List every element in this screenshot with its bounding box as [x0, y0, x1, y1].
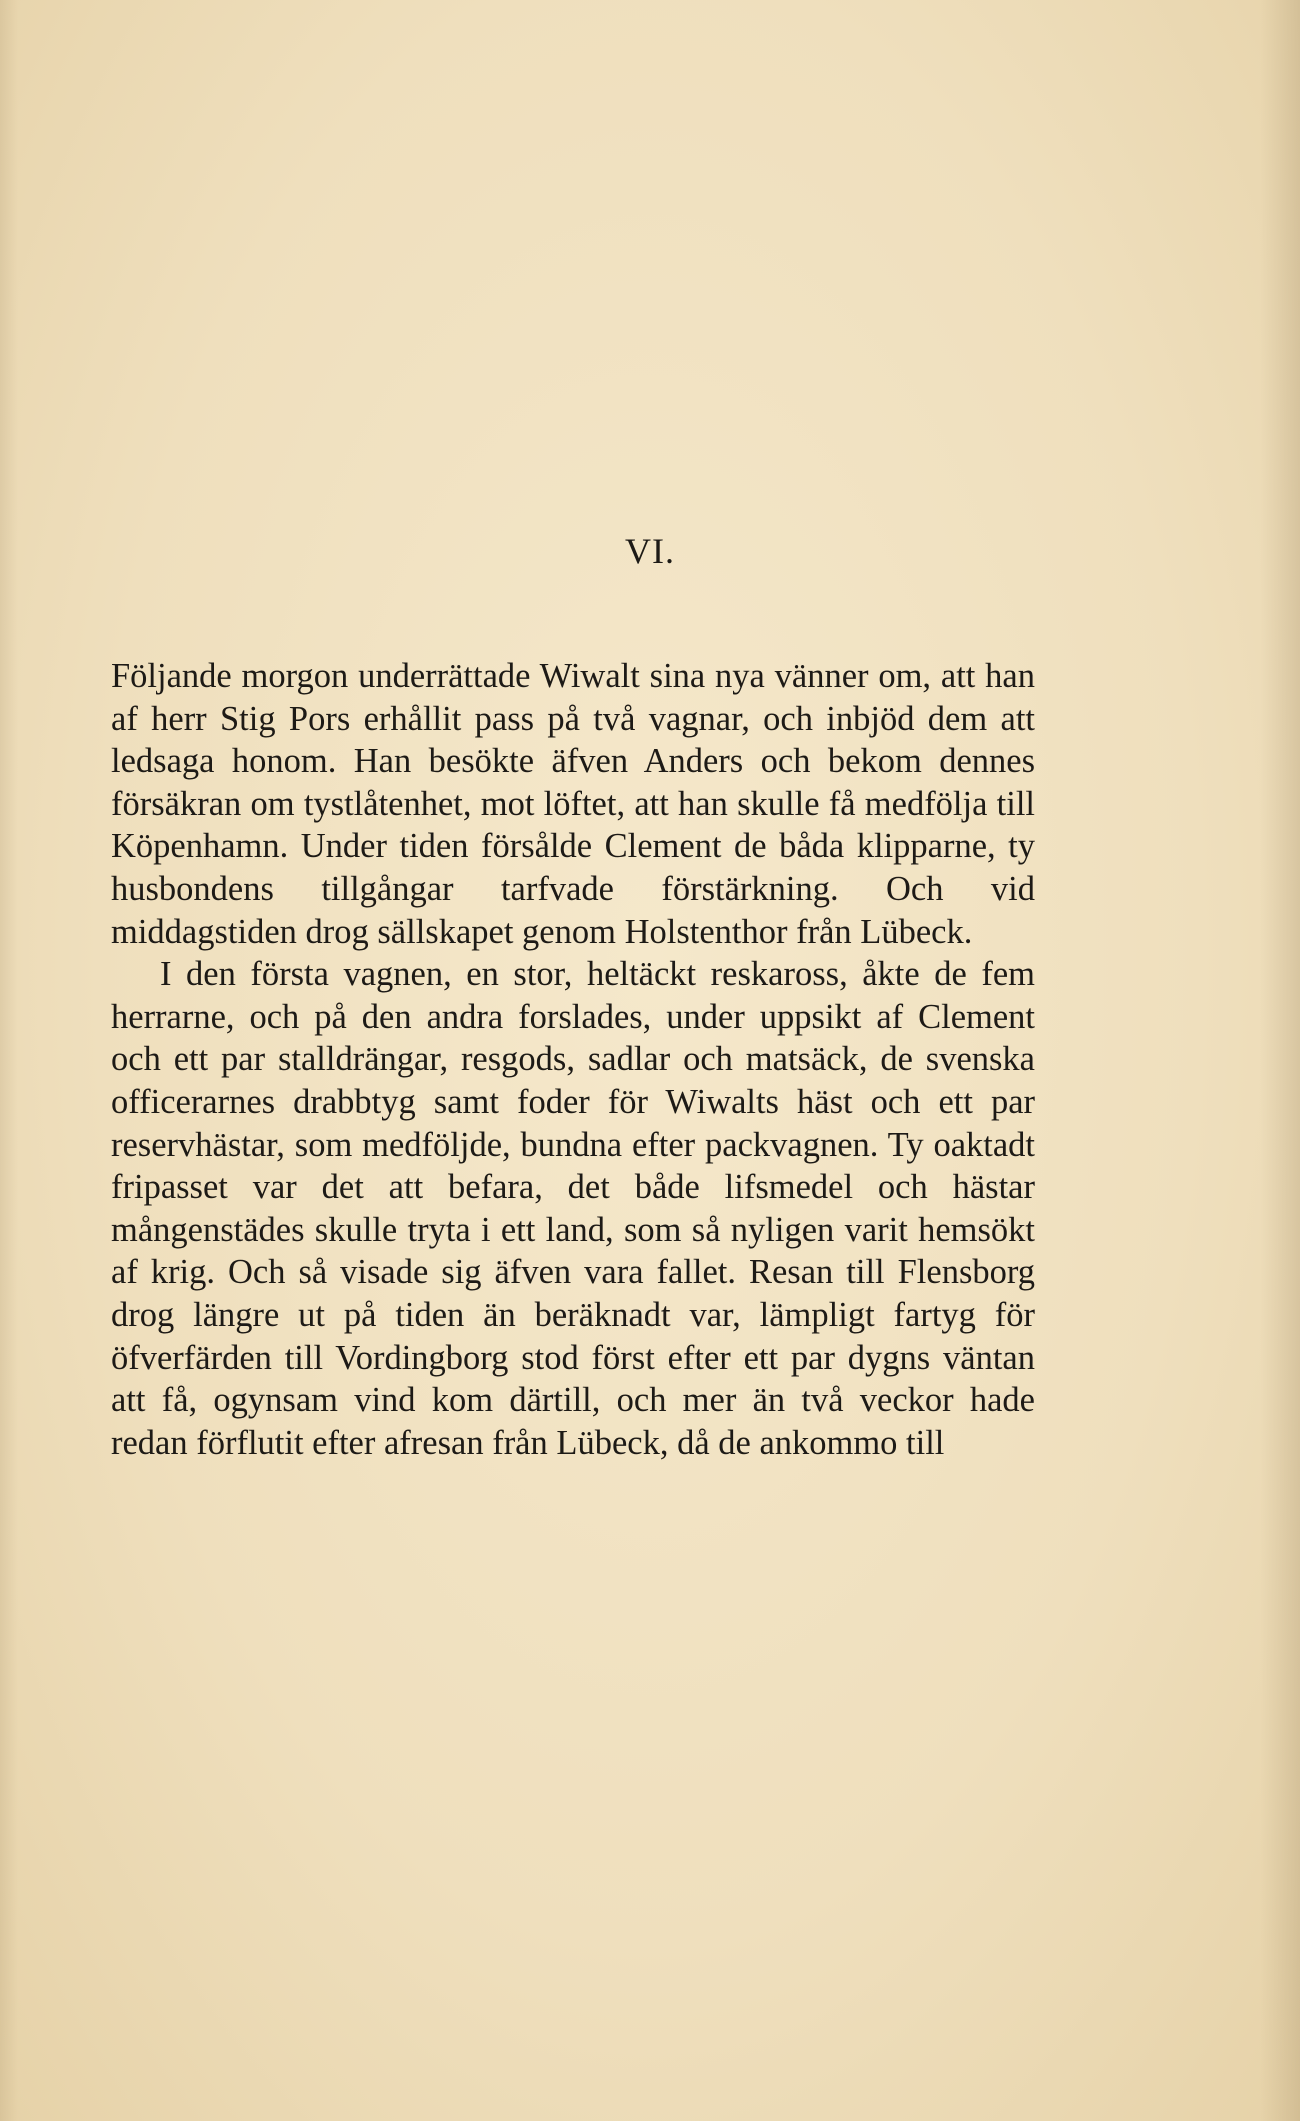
- body-text: [111, 655, 1035, 1464]
- chapter-heading: VI.: [625, 531, 675, 571]
- page-edge-shadow: [1260, 0, 1300, 2121]
- paragraph-2: I den första vagnen, en stor, heltäckt reskaross, åkte de fem herrarne, och på den andra forslades, under uppsikt af Clement och ett par stalldrängar, resgods, sadlar och matsäck, de svenska officerarnes drabbtyg samt foder för Wiwalts häst och ett par reservhästar, som medföljde, bundna efter packvagnen. Ty oaktadt fripasset var det att befara, det både lifsmedel och hästar mångenstädes skulle tryta i ett land, som så nyligen varit hemsökt af krig. Och så visade sig äfven vara fallet. Resan till Flensborg drog längre ut på tiden än beräknadt var, lämpligt fartyg för öfverfärden till Vordingborg stod först efter ett par dygns väntan att få, ogynsam vind kom därtill, och mer än två veckor hade redan förflutit efter afresan från Lübeck, då de ankommo till: [111, 955, 1035, 1462]
- page-gutter-shadow: [0, 0, 18, 2121]
- paragraph-1: Följande morgon underrättade Wiwalt sina nya vänner om, att han af herr Stig Pors erhållit pass på två vagnar, och inbjöd dem att ledsaga honom. Han besökte äfven Anders och bekom dennes försäkran om tystlåtenhet, mot löftet, att han skulle få medfölja till Köpenhamn. Under tiden försålde Clement de båda klipparne, ty husbondens tillgångar tarfvade förstärkning. Och vid middagstiden drog sällskapet genom Holstenthor från Lübeck.: [111, 657, 1035, 951]
